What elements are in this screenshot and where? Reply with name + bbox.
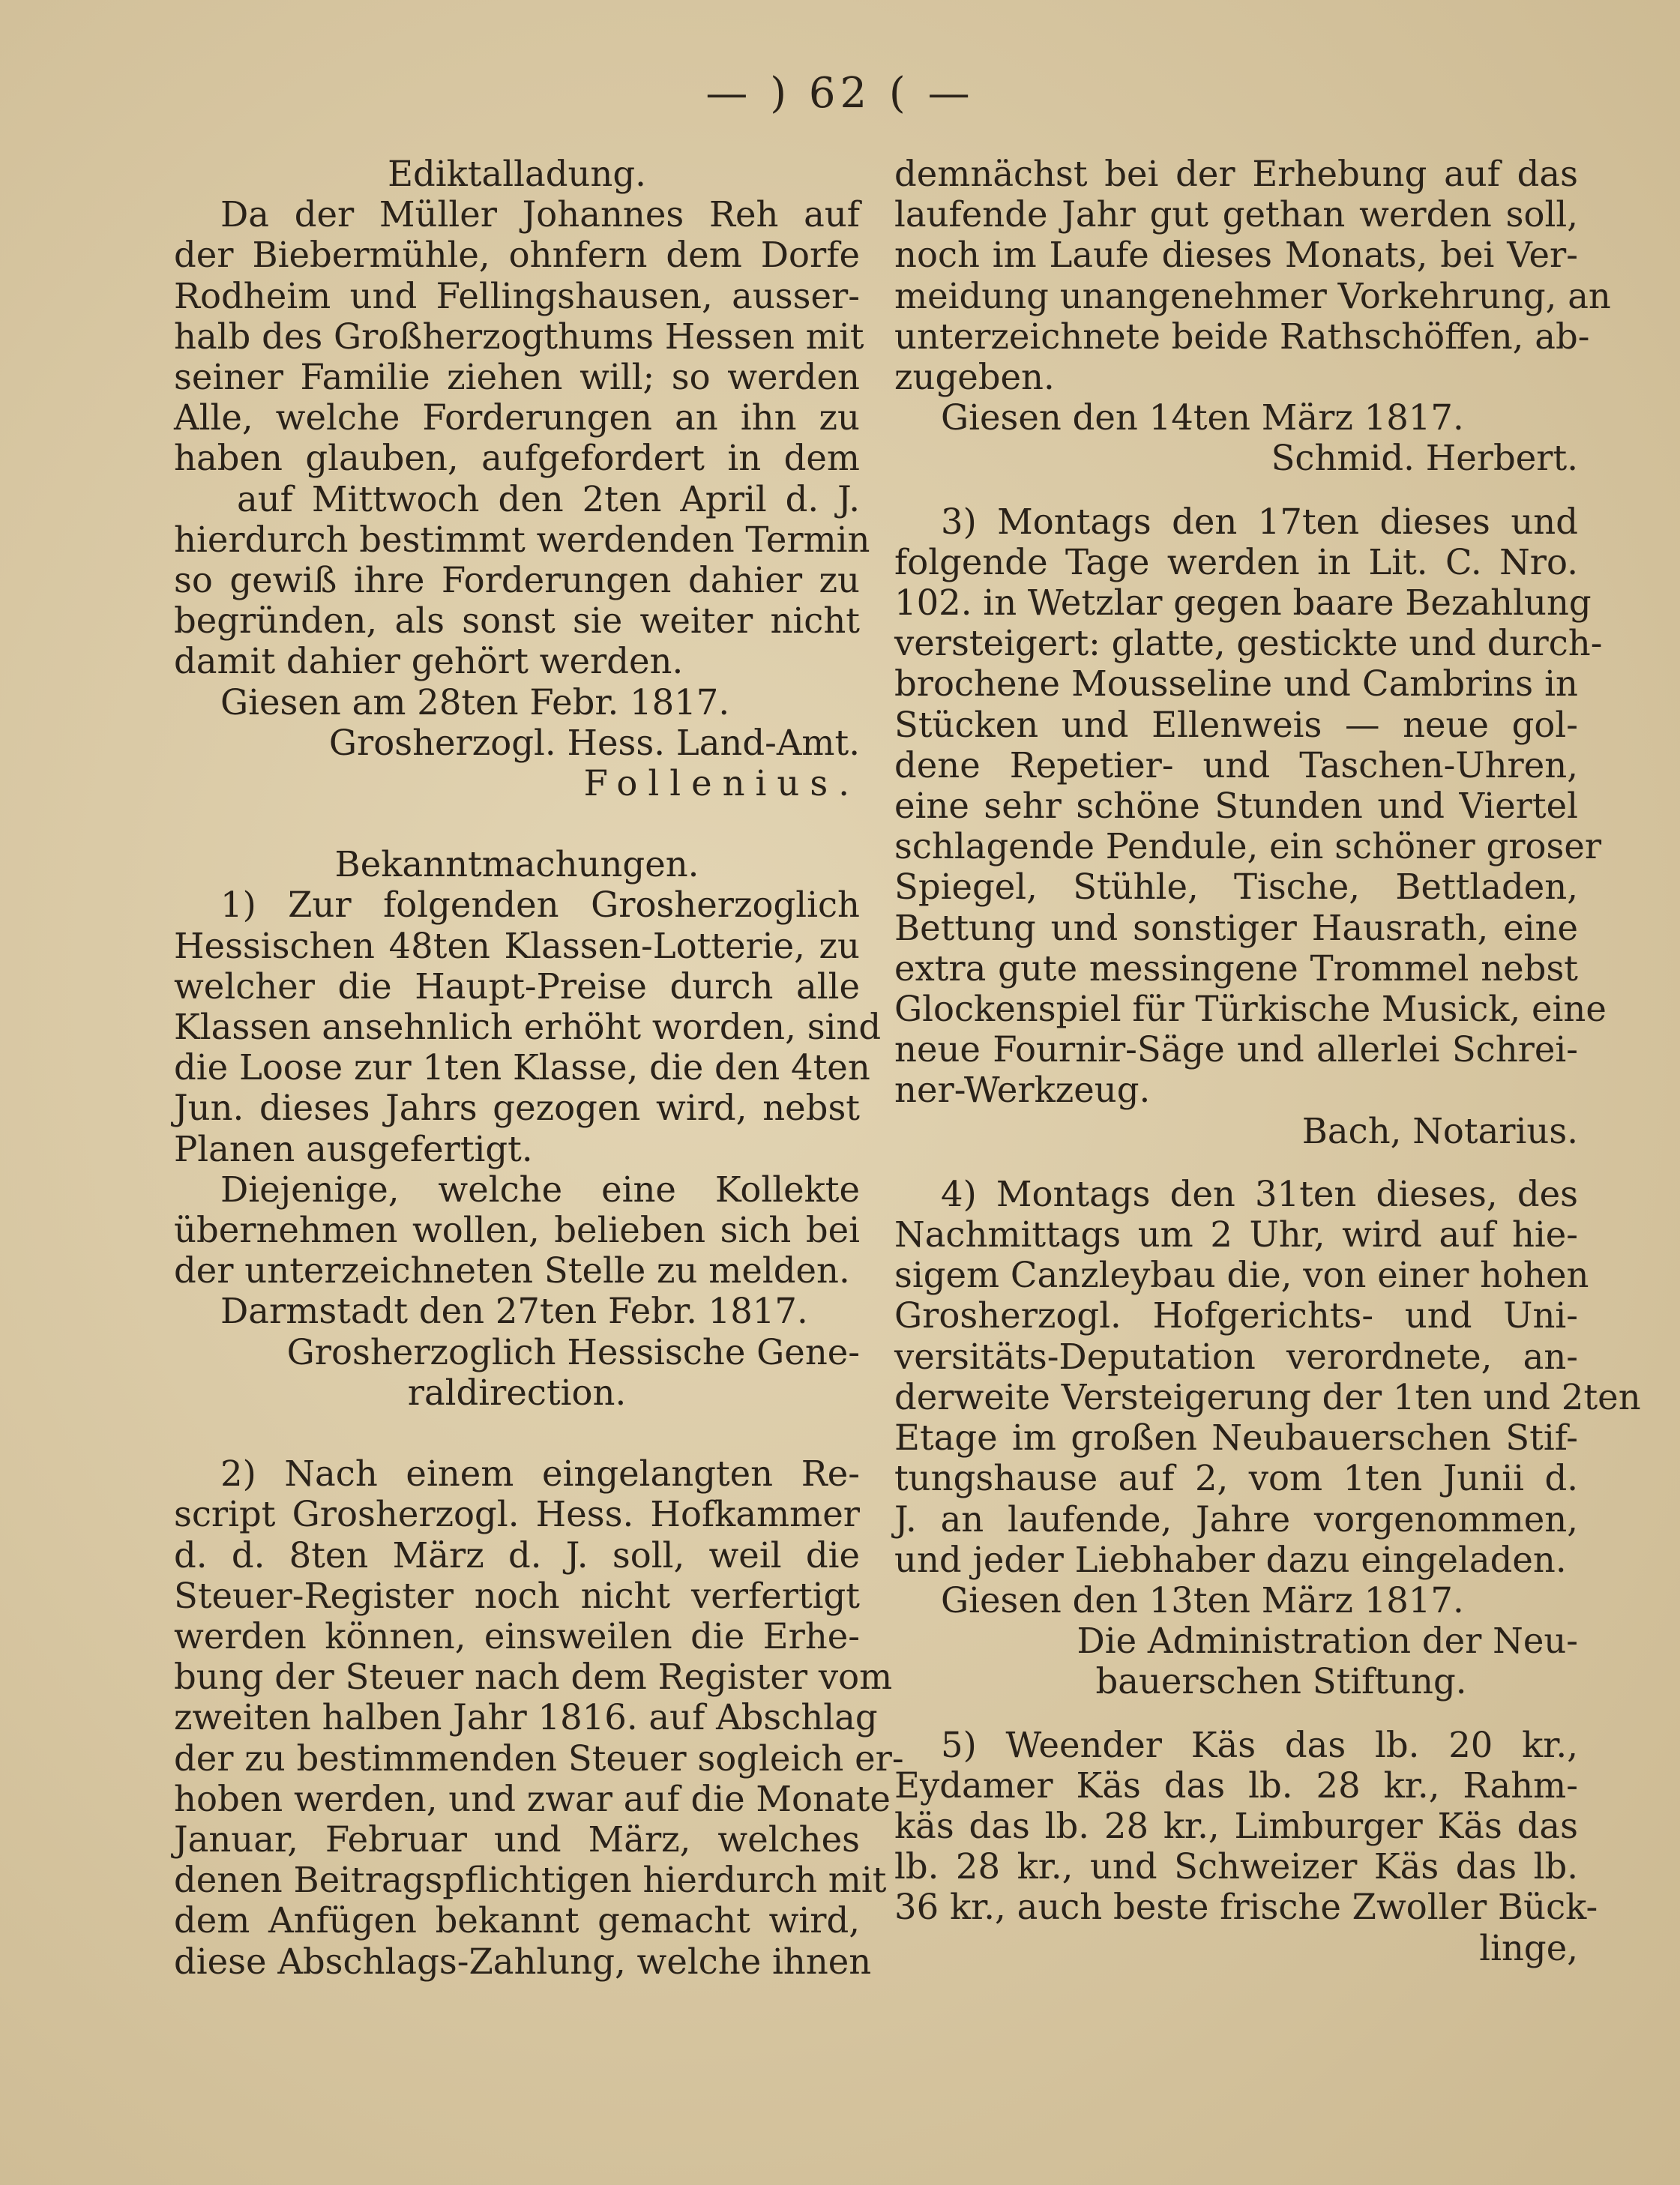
text-line: eine sehr schöne Stunden und Viertel <box>894 786 1578 827</box>
text-line: Rodheim und Fellingshausen, ausser- <box>174 275 860 316</box>
announcement-3 <box>894 501 1607 1111</box>
page-number: — ) 62 ( — <box>705 69 975 118</box>
text-line: Diejenige, welche eine Kollekte <box>220 1169 860 1210</box>
text-line: tungshause auf 2, vom 1ten Junii d. <box>894 1458 1578 1499</box>
announcement-5 <box>894 1724 1598 1928</box>
text-line: neue Fournir-Säge und allerlei Schrei- <box>894 1029 1578 1070</box>
text-line: Planen ausgefertigt. <box>174 1128 533 1169</box>
text-line: meidung unangenehmer Vorkehrung, an <box>894 275 1611 316</box>
signature-names: Schmid. Herbert. <box>1271 438 1578 479</box>
text-line: folgende Tage werden in Lit. C. Nro. <box>894 541 1578 582</box>
text-line: hoben werden, und zwar auf die Monate <box>174 1778 891 1819</box>
text-line: extra gute messingene Trommel nebst <box>894 947 1578 989</box>
text-line: werden können, einsweilen die Erhe- <box>174 1615 860 1657</box>
text-line: Etage im großen Neubauerschen Stif- <box>894 1417 1578 1459</box>
text-line: Grosherzogl. Hofgerichts- und Uni- <box>894 1295 1578 1336</box>
text-line: bung der Steuer nach dem Register vom <box>174 1657 893 1698</box>
signature-office-continued: raldirection. <box>407 1372 627 1413</box>
text-line: übernehmen wollen, belieben sich bei <box>174 1210 860 1251</box>
text-line: denen Beitragspflichtigen hierdurch mit <box>174 1860 887 1901</box>
signature-name: Follenius. <box>583 763 860 804</box>
dateline: Darmstadt den 27ten Febr. 1817. <box>220 1291 808 1332</box>
text-line: lb. 28 kr., und Schweizer Käs das lb. <box>894 1846 1578 1887</box>
text-line: 1) Zur folgenden Grosherzoglich <box>220 884 860 926</box>
signature-administration: Die Administration der Neu- <box>1077 1621 1578 1662</box>
dateline: Giesen den 13ten März 1817. <box>941 1579 1464 1621</box>
text-line: Spiegel, Stühle, Tische, Bettladen, <box>894 867 1578 908</box>
announcement-2-continued <box>894 154 1611 398</box>
text-line: 2) Nach einem eingelangten Re- <box>220 1453 860 1495</box>
text-line: 36 kr., auch beste frische Zwoller Bück- <box>894 1887 1598 1928</box>
text-line: auf Mittwoch den 2ten April d. J. <box>237 478 860 519</box>
text-line: Alle, welche Forderungen an ihn zu <box>174 397 860 438</box>
text-line: Glockenspiel für Türkische Musick, eine <box>894 989 1607 1030</box>
announcement-1-collection <box>174 1169 860 1292</box>
text-line: 4) Montags den 31ten dieses, des <box>941 1173 1578 1214</box>
text-line: Bettung und sonstiger Hausrath, eine <box>894 907 1578 948</box>
announcement-1 <box>174 884 882 1169</box>
text-line: welcher die Haupt-Preise durch alle <box>174 965 860 1007</box>
text-line: J. an laufende, Jahre vorgenommen, <box>894 1498 1578 1540</box>
text-line: unterzeichnete beide Rathschöffen, ab- <box>894 316 1590 357</box>
edict-title: Ediktalladung. <box>388 154 646 194</box>
signature-office: Grosherzoglich Hessische Gene- <box>286 1331 860 1372</box>
text-line: ner-Werkzeug. <box>894 1070 1151 1111</box>
dateline: Giesen den 14ten März 1817. <box>941 397 1464 438</box>
text-line: begründen, als sonst sie weiter nicht <box>174 600 860 642</box>
text-line: damit dahier gehört werden. <box>174 641 684 682</box>
text-line: Klassen ansehnlich erhöht worden, sind <box>174 1007 882 1048</box>
text-line: der Biebermühle, ohnfern dem Dorfe <box>174 235 860 276</box>
text-line: noch im Laufe dieses Monats, bei Ver- <box>894 235 1578 276</box>
edict-paragraph <box>174 194 870 682</box>
signature-administration-continued: bauerschen Stiftung. <box>1095 1661 1467 1702</box>
dateline: Giesen am 28ten Febr. 1817. <box>220 681 730 723</box>
text-line: der unterzeichneten Stelle zu melden. <box>174 1250 850 1292</box>
left-column <box>174 154 904 1982</box>
text-line: brochene Mousseline und Cambrins in <box>894 663 1578 705</box>
text-line: demnächst bei der Erhebung auf das <box>894 154 1578 194</box>
text-line: 5) Weender Käs das lb. 20 kr., <box>941 1724 1578 1765</box>
text-line: diese Abschlags-Zahlung, welche ihnen <box>174 1941 872 1982</box>
text-line: dem Anfügen bekannt gemacht wird, <box>174 1900 860 1941</box>
text-line: d. d. 8ten März d. J. soll, weil die <box>174 1534 860 1576</box>
text-line: halb des Großherzogthums Hessen mit <box>174 316 864 357</box>
text-line: Steuer-Register noch nicht verfertigt <box>174 1575 860 1616</box>
right-column <box>894 154 1641 1968</box>
text-line: versitäts-Deputation verordnete, an- <box>894 1336 1578 1377</box>
text-line: Jun. dieses Jahrs gezogen wird, nebst <box>174 1088 860 1129</box>
text-line: schlagende Pendule, ein schöner groser <box>894 826 1602 867</box>
text-line: der zu bestimmenden Steuer sogleich er- <box>174 1738 904 1779</box>
text-line: haben glauben, aufgefordert in dem <box>174 438 860 479</box>
text-line: die Loose zur 1ten Klasse, die den 4ten <box>174 1047 870 1088</box>
text-line: 3) Montags den 17ten dieses und <box>941 501 1578 542</box>
text-line: hierdurch bestimmt werdenden Termin <box>174 519 870 560</box>
text-line: seiner Familie ziehen will; so werden <box>174 357 860 398</box>
text-line: zugeben. <box>894 357 1055 398</box>
text-line: so gewiß ihre Forderungen dahier zu <box>174 560 860 601</box>
text-line: dene Repetier- und Taschen-Uhren, <box>894 744 1578 786</box>
text-line: script Grosherzogl. Hess. Hofkammer <box>174 1494 860 1535</box>
text-line: laufende Jahr gut gethan werden soll, <box>894 194 1578 235</box>
text-line: sigem Canzleybau die, von einer hohen <box>894 1255 1589 1296</box>
text-line: Hessischen 48ten Klassen-Lotterie, zu <box>174 925 860 966</box>
text-line: 102. in Wetzlar gegen baare Bezahlung <box>894 582 1592 624</box>
text-line: Januar, Februar und März, welches <box>174 1818 860 1860</box>
text-line: und jeder Liebhaber dazu eingeladen. <box>894 1539 1567 1580</box>
text-line: zweiten halben Jahr 1816. auf Abschlag <box>174 1697 878 1738</box>
text-line: versteigert: glatte, gestickte und durch- <box>894 623 1603 664</box>
text-line: Nachmittags um 2 Uhr, wird auf hie- <box>894 1214 1578 1256</box>
announcement-2 <box>174 1453 904 1982</box>
announcement-4 <box>894 1173 1641 1580</box>
announcements-title: Bekanntmachungen. <box>334 844 699 885</box>
text-line: käs das lb. 28 kr., Limburger Käs das <box>894 1805 1578 1846</box>
text-line: derweite Versteigerung der 1ten und 2ten <box>894 1376 1641 1417</box>
catchword: linge, <box>1479 1927 1578 1968</box>
signature-office: Grosherzogl. Hess. Land-Amt. <box>328 722 860 763</box>
text-line: Eydamer Käs das lb. 28 kr., Rahm- <box>894 1764 1578 1806</box>
text-line: Da der Müller Johannes Reh auf <box>220 194 860 235</box>
signature-notary: Bach, Notarius. <box>1301 1110 1578 1151</box>
text-line: Stücken und Ellenweis — neue gol- <box>894 704 1578 745</box>
